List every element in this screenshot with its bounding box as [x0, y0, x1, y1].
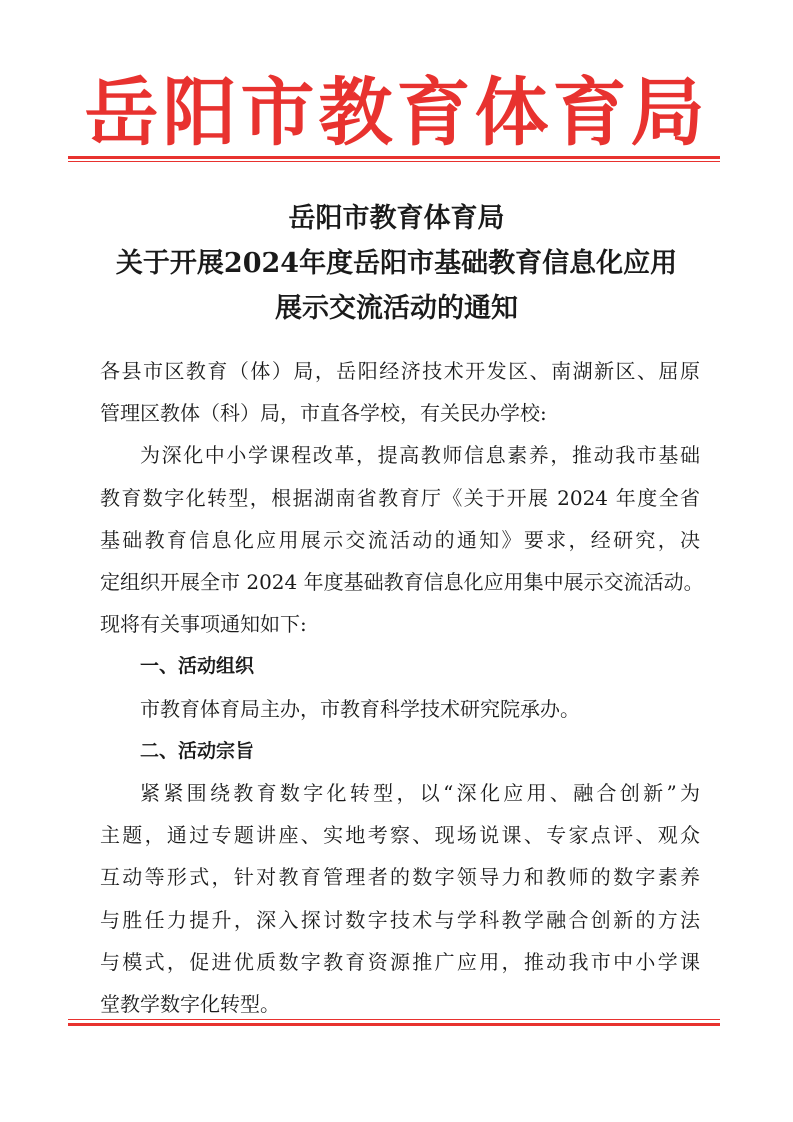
intro-line: 为深化中小学课程改革，提高教师信息素养，推动我市基础 [140, 443, 700, 468]
document-body [100, 350, 704, 1025]
masthead-title: 岳阳市教育体育局 [84, 70, 709, 156]
intro-line: 定组织开展全市 2024 年度基础教育信息化应用集中展示交流活动。 [100, 570, 704, 595]
title-line-issuer: 岳阳市教育体育局 [288, 203, 505, 234]
document-title [0, 196, 793, 331]
masthead-divider-thin [68, 161, 720, 162]
section-line: 紧紧围绕教育数字化转型，以“深化应用、融合创新”为 [140, 781, 700, 806]
section-heading-purpose: 二、活动宗旨 [140, 739, 255, 762]
title-line-subject-end: 展示交流活动的通知 [275, 293, 518, 324]
section-line: 市教育体育局主办，市教育科学技术研究院承办。 [140, 696, 580, 721]
addressee-line: 管理区教体（科）局，市直各学校，有关民办学校: [100, 401, 547, 426]
section-heading-organization: 一、活动组织 [140, 655, 255, 678]
section-line: 与模式，促进优质数字教育资源推广应用，推动我市中小学课 [100, 949, 700, 974]
section-line: 主题，通过专题讲座、实地考察、现场说课、专家点评、观众 [100, 823, 700, 848]
section-line: 互动等形式，针对教育管理者的数字领导力和教师的数字素养 [100, 865, 700, 890]
masthead-divider-thick [68, 156, 720, 159]
intro-line: 现将有关事项通知如下: [100, 612, 307, 637]
intro-line: 教育数字化转型，根据湖南省教育厅《关于开展 2024 年度全省 [100, 485, 700, 510]
title-line-subject: 关于开展2024年度岳阳市基础教育信息化应用 [115, 248, 678, 279]
intro-line: 基础教育信息化应用展示交流活动的通知》要求，经研究，决 [100, 527, 700, 552]
addressee-line: 各县市区教育（体）局，岳阳经济技术开发区、南湖新区、屈原 [100, 359, 700, 383]
section-line: 堂教学数字化转型。 [100, 992, 280, 1017]
footer-divider-thin [68, 1019, 720, 1020]
footer-divider-thick [68, 1023, 720, 1026]
section-line: 与胜任力提升，深入探讨数字技术与学科教学融合创新的方法 [100, 907, 700, 932]
